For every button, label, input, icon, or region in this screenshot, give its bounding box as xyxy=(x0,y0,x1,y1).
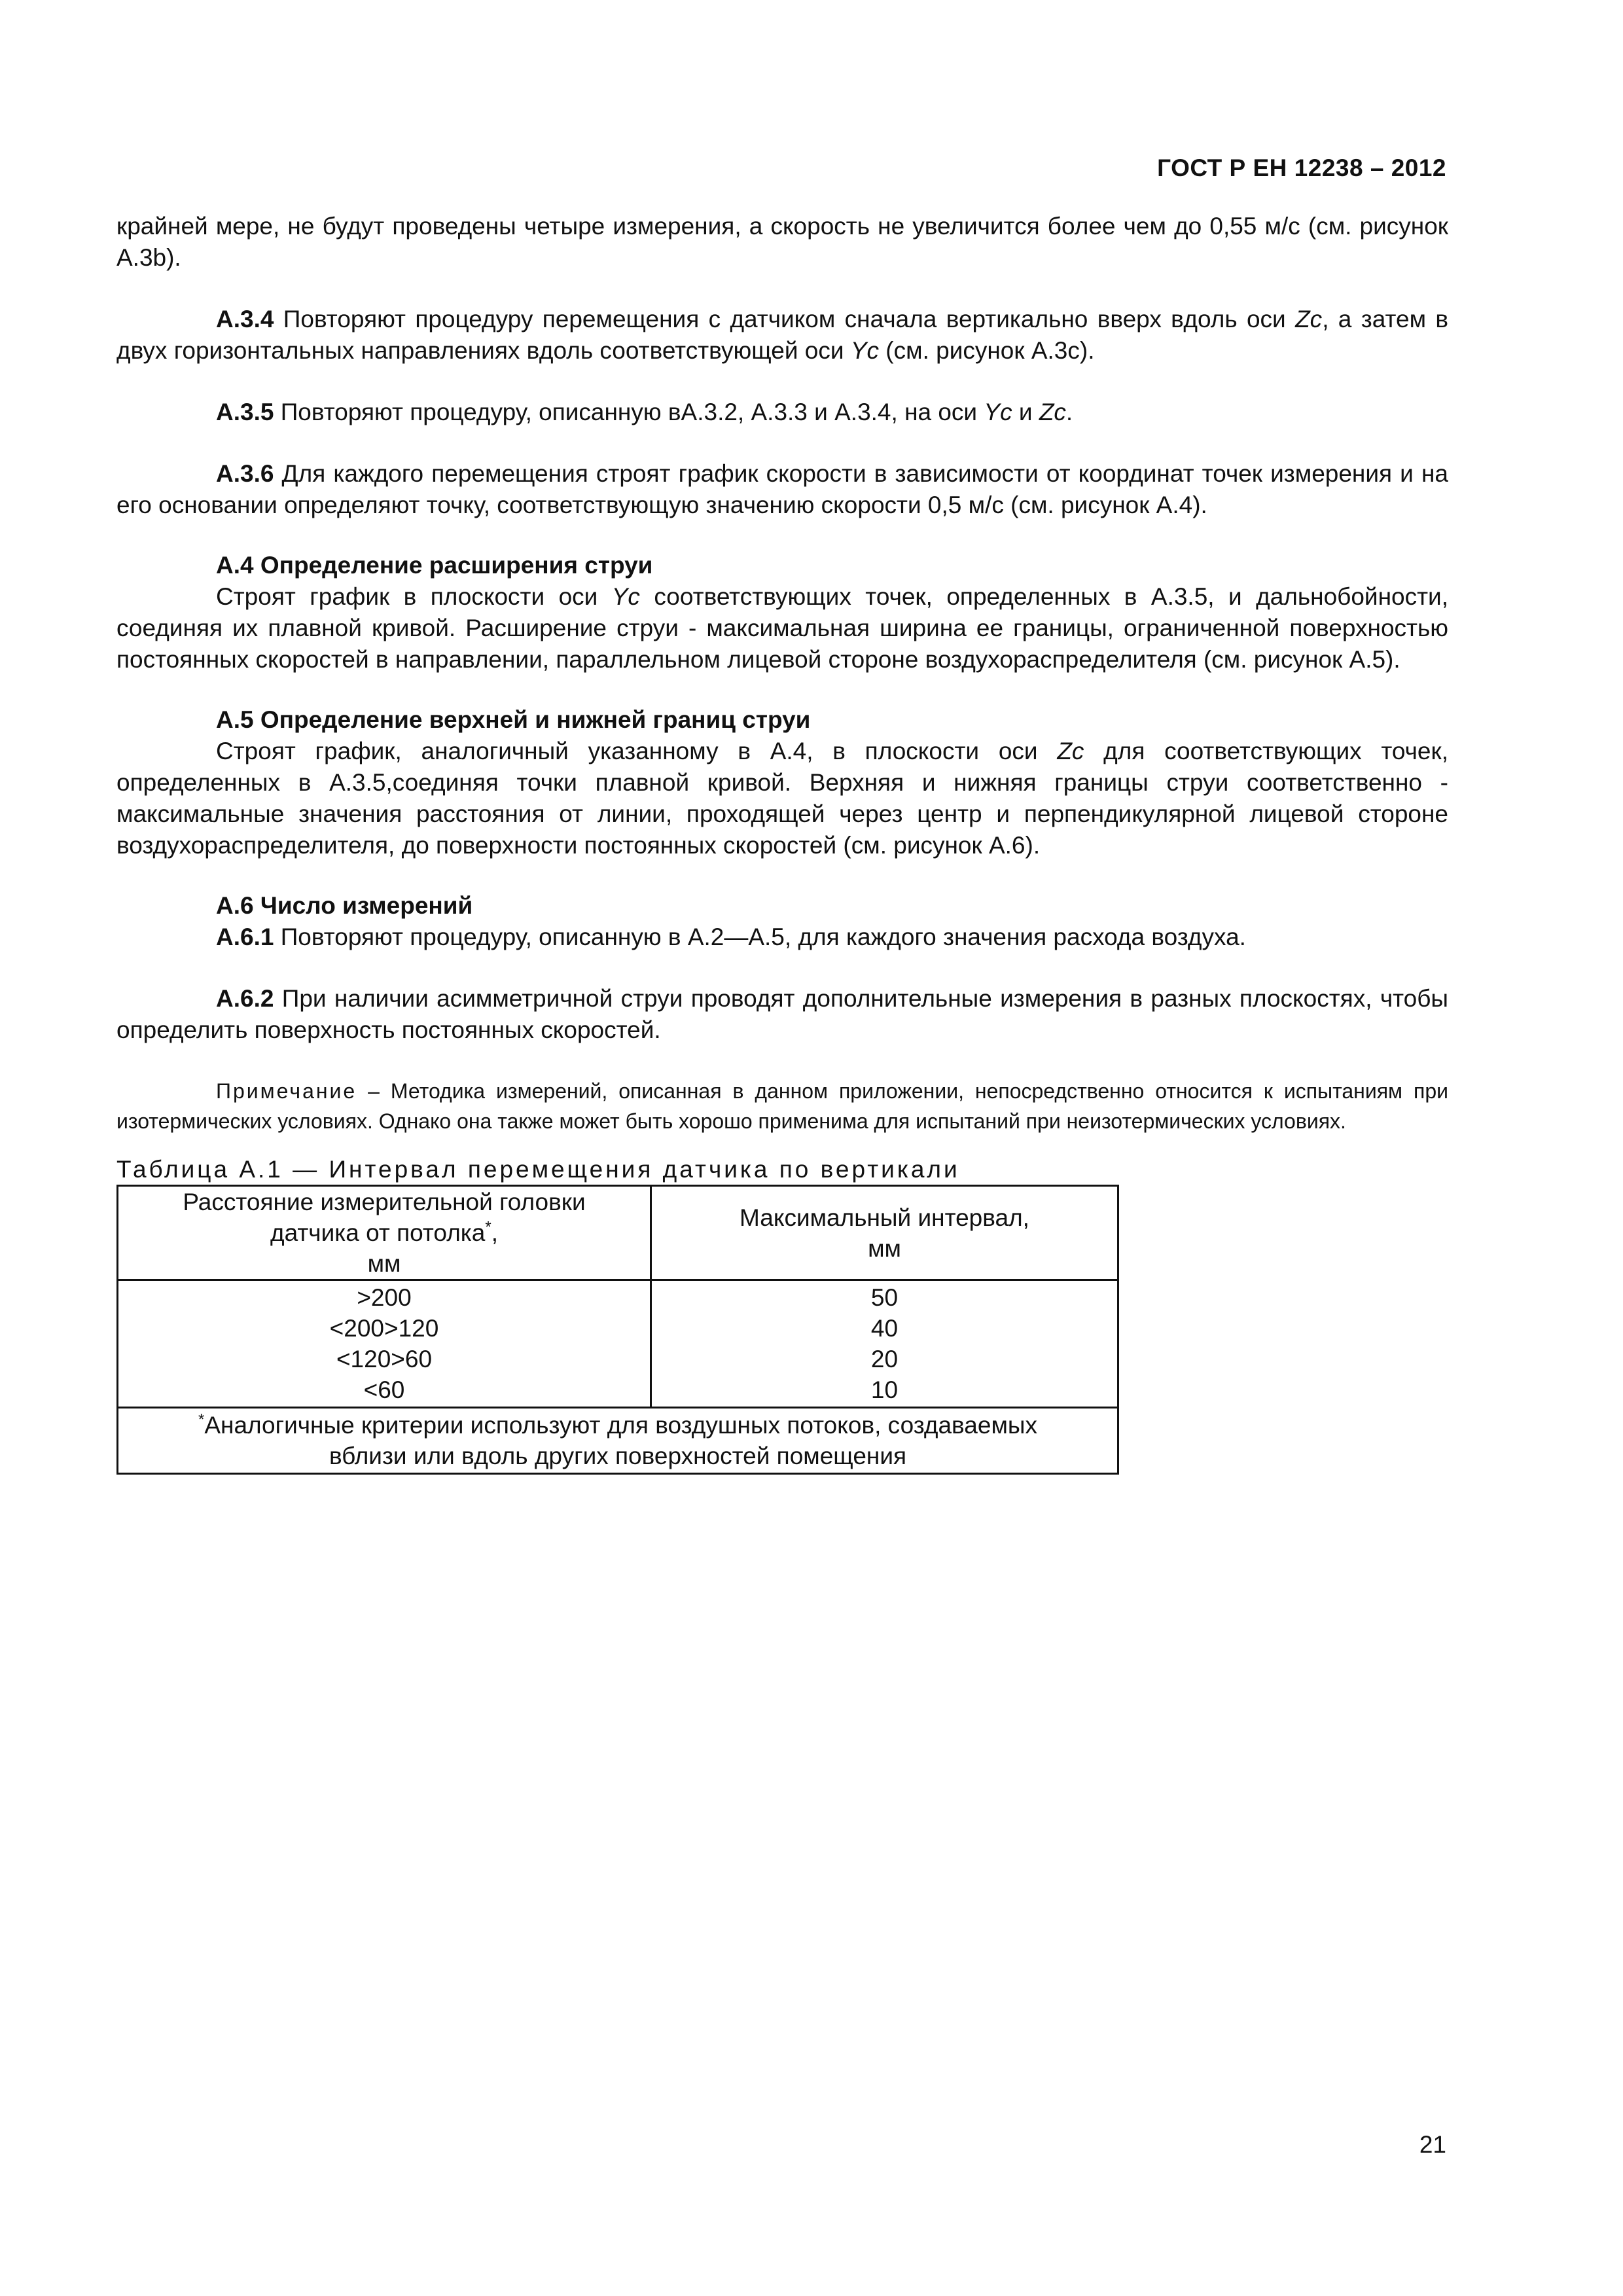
header-line: Расстояние измерительной головки xyxy=(183,1189,586,1215)
clause-text: При наличии асимметричной струи проводят дополнительные измерения в разных плоскостях, чтобы определить поверхность постоянных скоростей. xyxy=(116,985,1448,1043)
page-number: 21 xyxy=(1419,2131,1446,2158)
clause-a-3-6 xyxy=(116,458,1448,521)
distance-value: >200 xyxy=(357,1284,412,1311)
paragraph-continuation: крайней мере, не будут проведены четыре измерения, а скорость не увеличится более чем до 0,55 м/с (см. рисунок А.3b). xyxy=(116,213,1448,271)
header-unit: мм xyxy=(868,1234,901,1262)
section-a-5-text xyxy=(116,736,1448,861)
axis-yc: Yc xyxy=(611,583,640,610)
header-unit: мм xyxy=(367,1250,401,1277)
clause-text: , а затем в двух горизонтальных направлениях вдоль соответствующей оси xyxy=(116,306,1448,364)
interval-value: 20 xyxy=(870,1346,899,1372)
clause-number: А.6.1 xyxy=(216,924,274,950)
section-heading-a-4: А.4 Определение расширения струи xyxy=(216,552,653,579)
clause-a-6-1 xyxy=(116,922,1448,953)
clause-text: Повторяют процедуру, описанную в А.2—А.5, для каждого значения расхода воздуха. xyxy=(274,924,1246,950)
interval-cell xyxy=(651,1280,1118,1408)
clause-text: Повторяют процедуру перемещения с датчиком сначала вертикально вверх вдоль оси xyxy=(274,306,1296,332)
clause-number: А.3.5 xyxy=(216,399,274,425)
section-text: для соответствующих точек, определенных в А.3.5,соединяя точки плавной кривой. Верхняя и нижняя границы струи соответственно - максимальные значения расстояния от линии, проходящей через центр и перпендикулярной лицевой стороне воздухораспределителя, до поверхности постоянных скоростей (см. рисунок А.6). xyxy=(116,738,1448,859)
clause-text: (см. рисунок А.3c). xyxy=(879,337,1095,364)
table-data-row xyxy=(118,1280,1118,1408)
clause-text: Повторяют процедуру, описанную вА.3.2, А.3.3 и А.3.4, на оси xyxy=(274,399,984,425)
table-header-row xyxy=(118,1186,1118,1280)
clause-number: А.6.2 xyxy=(216,985,274,1012)
clause-text: и xyxy=(1012,399,1039,425)
clause-a-6-2 xyxy=(116,983,1448,1046)
axis-zc: Zc xyxy=(1039,399,1066,425)
distance-cell xyxy=(118,1280,651,1408)
section-text: Строят график, аналогичный указанному в А.4, в плоскости оси xyxy=(216,738,1058,764)
section-a-4-text xyxy=(116,581,1448,675)
header-line: датчика от потолка*, xyxy=(270,1218,498,1246)
distance-value: <120>60 xyxy=(336,1346,433,1372)
clause-text: Для каждого перемещения строят график скорости в зависимости от координат точек измерения и на его основании определяют точку, соответствующую значению скорости 0,5 м/с (см. рисунок А.4). xyxy=(116,460,1448,518)
table-header-distance xyxy=(118,1186,651,1280)
document-body xyxy=(116,211,1448,1475)
section-text: соответствующих точек, определенных в А.3.5, и дальнобойности, соединяя их плавной кривой. Расширение струи - максимальная ширина ее границы, ограниченной поверхностью постоянных скоростей в направлении, параллельном лицевой стороне воздухораспределителя (см. рисунок А.5). xyxy=(116,583,1448,673)
table-footnote xyxy=(118,1408,1118,1474)
note-label: Примечание xyxy=(216,1079,357,1103)
axis-yc: Yc xyxy=(984,399,1012,425)
section-text: Строят график в плоскости оси xyxy=(216,583,612,610)
clause-text: . xyxy=(1065,399,1073,425)
clause-a-3-4 xyxy=(116,304,1448,367)
document-code-header: ГОСТ Р ЕН 12238 – 2012 xyxy=(1157,154,1446,181)
section-heading-a-5: А.5 Определение верхней и нижней границ струи xyxy=(216,706,811,733)
axis-zc: Zc xyxy=(1295,306,1323,332)
interval-value: 40 xyxy=(870,1315,899,1342)
footnote-text: Аналогичные критерии используют для воздушных потоков, создаваемых xyxy=(204,1412,1037,1439)
vertical-interval-table xyxy=(116,1185,1119,1475)
table-header-interval xyxy=(651,1186,1118,1280)
table-caption: Таблица А.1 — Интервал перемещения датчика по вертикали xyxy=(116,1156,960,1183)
note xyxy=(116,1076,1448,1136)
footnote-mark: * xyxy=(485,1218,491,1236)
interval-value: 50 xyxy=(870,1284,899,1311)
axis-zc: Zc xyxy=(1057,738,1084,764)
distance-value: <200>120 xyxy=(329,1315,439,1342)
table-footnote-row xyxy=(118,1408,1118,1474)
interval-value: 10 xyxy=(870,1376,899,1403)
footnote-mark: * xyxy=(198,1410,205,1429)
axis-yc: Yc xyxy=(850,337,880,364)
footnote-text: вблизи или вдоль других поверхностей помещения xyxy=(329,1443,907,1469)
note-text: – Методика измерений, описанная в данном приложении, непосредственно относится к испытаниям при изотермических условиях. Однако она также может быть хорошо применима для испытаний при неизотермических условиях. xyxy=(116,1079,1448,1133)
clause-a-3-5 xyxy=(116,397,1448,428)
clause-number: А.3.6 xyxy=(216,460,274,487)
clause-number: А.3.4 xyxy=(216,306,274,332)
distance-value: <60 xyxy=(363,1376,405,1403)
header-line: Максимальный интервал, xyxy=(740,1204,1029,1231)
section-heading-a-6: А.6 Число измерений xyxy=(216,892,473,919)
